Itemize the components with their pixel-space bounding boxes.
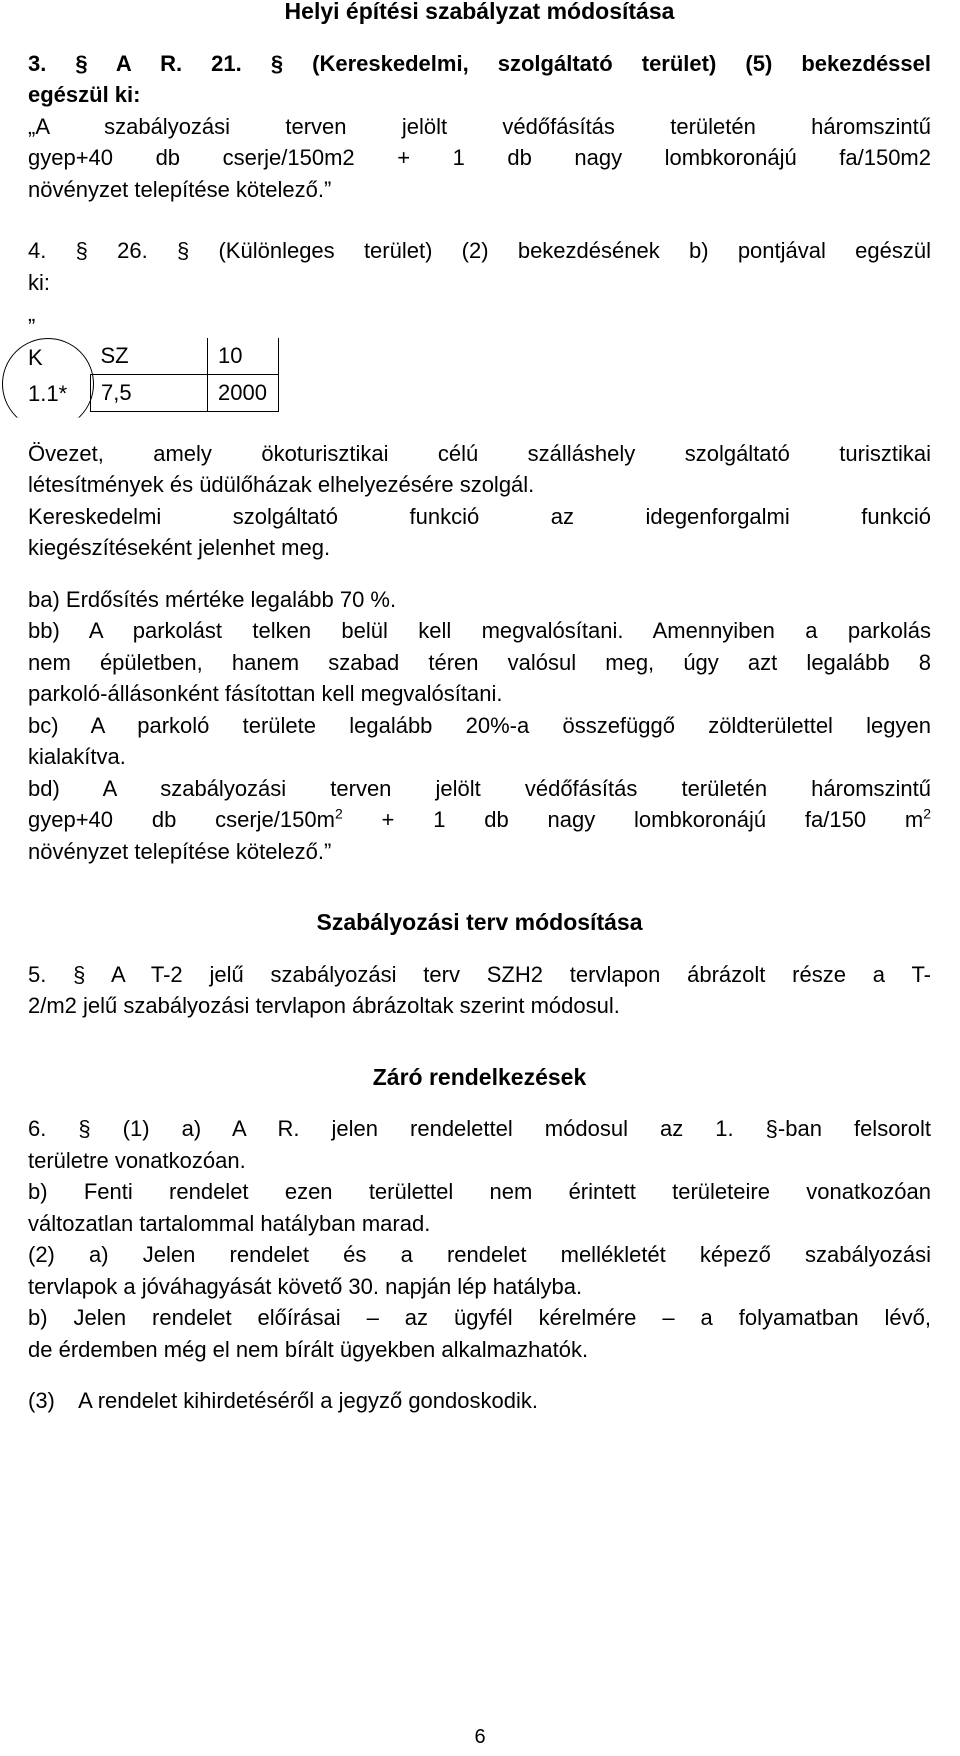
- section-6-line: b) Jelen rendelet előírásai – az ügyfél kérelmére – a folyamatban lévő,: [28, 1305, 931, 1330]
- closing-heading: Záró rendelkezések: [372, 1063, 587, 1090]
- section-4-lead-cont: ki:: [28, 269, 50, 295]
- section-6-line: 6. § (1) a) A R. jelen rendelettel módosul az 1. §-ban felsorolt: [28, 1116, 931, 1141]
- table-cell: 2000: [208, 374, 279, 411]
- section-5-line: 5. § A T-2 jelű szabályozási terv SZH2 tervlapon ábrázolt része a T-: [28, 961, 931, 987]
- zone-description-line: létesítmények és üdülőházak elhelyezésére szolgál.: [28, 472, 535, 497]
- page-number: 6: [474, 1726, 486, 1748]
- table-row: [91, 338, 279, 375]
- plan-heading: Szabályozási terv módosítása: [316, 909, 643, 935]
- point-ba: ba) Erdősítés mértéke legalább 70 %.: [28, 586, 397, 612]
- point-bb: nem épületben, hanem szabad téren valósul meg, úgy azt legalább 8: [28, 649, 931, 675]
- section-3-lead: 3. § A R. 21. § (Kereskedelmi, szolgáltató terület) (5) bekezdéssel: [28, 50, 931, 76]
- zone-description-line: Övezet, amely ökoturisztikai célú szálláshely szolgáltató turisztikai: [28, 440, 931, 466]
- zone-code-block: [28, 338, 931, 418]
- section-4-lead: 4. § 26. § (Különleges terület) (2) bekezdésének b) pontjával egészül: [28, 238, 931, 263]
- section-3-quote-line: gyep+40 db cserje/150m2 + 1 db nagy lombkoronájú fa/150m2: [28, 145, 931, 170]
- section-6-line: b) Fenti rendelet ezen területtel nem érintett területeire vonatkozóan: [28, 1179, 931, 1204]
- zone-parameters-table: [90, 338, 279, 412]
- point-bc: kialakítva.: [28, 744, 126, 769]
- point-bd: növényzet telepítése kötelező.”: [28, 838, 332, 864]
- section-6-line: (2) a) Jelen rendelet és a rendelet mellékletét képező szabályozási: [28, 1242, 931, 1267]
- section-3-quote-line: „A szabályozási terven jelölt védőfásítás területén háromszintű: [28, 113, 931, 139]
- table-cell: 10: [208, 338, 279, 375]
- table-cell: SZ: [91, 338, 208, 375]
- table-row: [91, 374, 279, 411]
- table-cell: 7,5: [91, 374, 208, 411]
- document-title: Helyi építési szabályzat módosítása: [284, 0, 675, 24]
- section-6-line: tervlapok a jóváhagyását követő 30. napján lép hatályba.: [28, 1273, 583, 1299]
- point-bc: bc) A parkoló területe legalább 20%-a összefüggő zöldterülettel legyen: [28, 712, 931, 738]
- zone-letter: K: [28, 344, 43, 370]
- zone-description-line: kiegészítéseként jelenhet meg.: [28, 535, 331, 560]
- point-bb: parkoló-állásonként fásítottan kell megvalósítani.: [28, 681, 503, 706]
- section-5-line: 2/m2 jelű szabályozási tervlapon ábrázoltak szerint módosul.: [28, 993, 620, 1018]
- section-3-lead-cont: egészül ki:: [28, 82, 141, 107]
- section-6-line: területre vonatkozóan.: [28, 1147, 246, 1173]
- section-6-line: de érdemben még el nem bírált ügyekben alkalmazhatók.: [28, 1336, 589, 1362]
- point-bd: gyep+40 db cserje/$150m^2 + 1$ db nagy lombkoronájú fa/150 $m^2$: [28, 805, 931, 832]
- point-bd: bd) A szabályozási terven jelölt védőfásítás területén háromszintű: [28, 775, 931, 801]
- point-bb: bb) A parkolást telken belül kell megvalósítani. Amennyiben a parkolás: [28, 618, 931, 643]
- open-quote: „: [28, 301, 36, 326]
- zone-description-line: Kereskedelmi szolgáltató funkció az idegenforgalmi funkció: [28, 503, 931, 529]
- section-3-quote-line: növényzet telepítése kötelező.”: [28, 176, 332, 202]
- section-6-line: változatlan tartalommal hatályban marad.: [28, 1210, 431, 1236]
- zone-code: 1.1*: [28, 380, 68, 406]
- document-page: [28, 0, 931, 1417]
- section-6-line: (3) A rendelet kihirdetéséről a jegyző gondoskodik.: [28, 1388, 538, 1413]
